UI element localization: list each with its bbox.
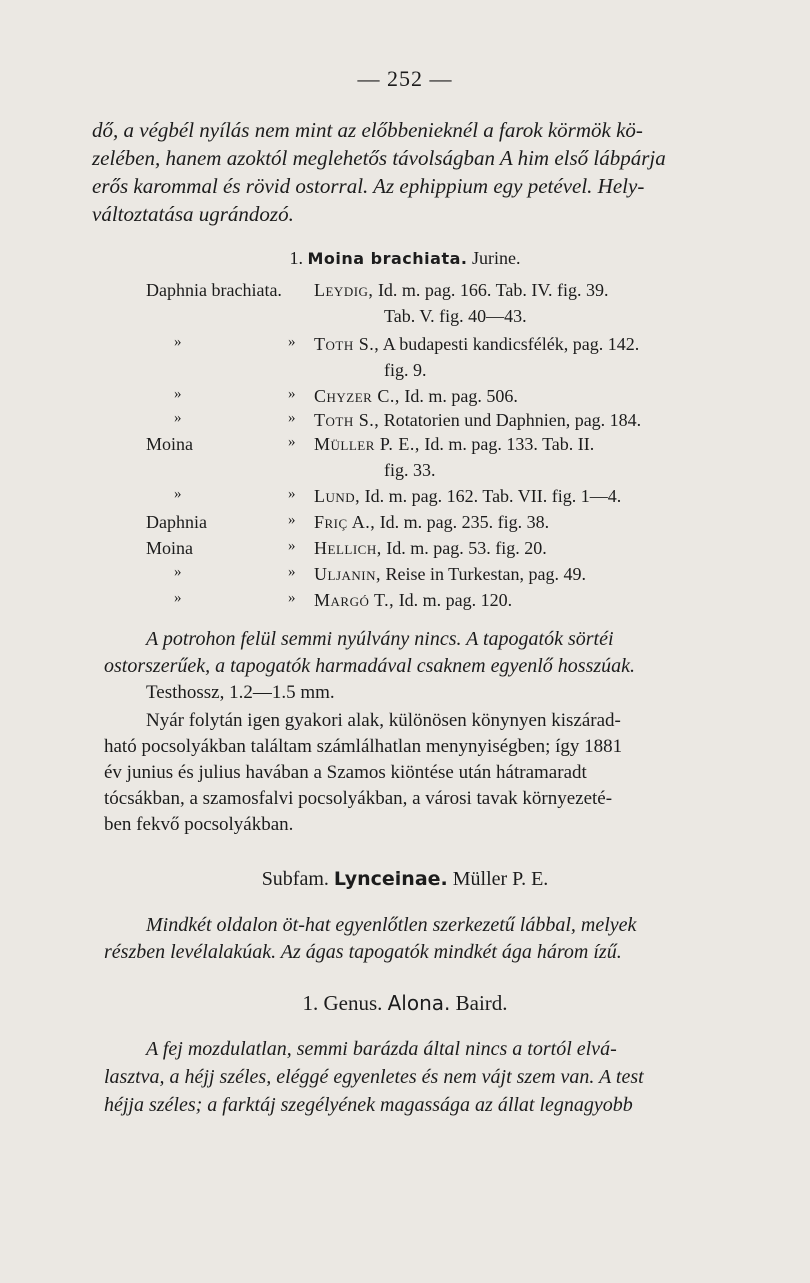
habitat-line: ható pocsolyákban találtam számlálhatlan menynyiségben; így 1881 <box>104 736 623 757</box>
genus-name: Alona. <box>387 991 451 1015</box>
synonym-author: Müller P. E., <box>314 434 420 454</box>
synonym-author: Toth S., <box>314 410 380 430</box>
ditto-mark: » <box>288 410 296 426</box>
intro-line: dő, a végbél nyílás nem mint az előbbenieknél a farok körmök kö- <box>92 118 643 142</box>
synonym-reference <box>314 280 609 301</box>
ditto-mark: » <box>288 386 296 402</box>
synonym-reference <box>314 486 621 507</box>
page-number: — 252 — <box>357 66 453 91</box>
subfamily-prefix: Subfam. <box>261 868 329 890</box>
synonym-ref: Id. m. pag. 120. <box>398 590 513 610</box>
species-name: Moina brachiata. <box>307 249 468 268</box>
ditto-mark: » <box>174 410 182 426</box>
genus-author: Baird. <box>455 991 508 1015</box>
synonym-row <box>0 486 810 510</box>
synonym-reference <box>314 410 641 431</box>
species-heading <box>0 248 810 269</box>
ditto-mark: » <box>174 564 182 580</box>
synonym-row-cont <box>0 360 810 384</box>
synonym-author: Chyzer C., <box>314 386 400 406</box>
habitat-line: év junius és julius havában a Szamos kiöntése után hátramaradt <box>104 762 587 783</box>
ditto-mark: » <box>174 590 182 606</box>
description-paragraph <box>104 626 728 680</box>
subfamily-name: Lynceinae. <box>333 868 448 890</box>
genus-label: Genus. <box>323 991 383 1015</box>
ditto-mark: » <box>288 512 296 528</box>
synonym-reference <box>314 538 547 559</box>
genus-description-line: héjja széles; a farktáj szegélyének magassága az állat legnagyobb <box>104 1094 633 1116</box>
synonym-genus: Moina <box>146 538 193 558</box>
synonym-ref: Id. m. pag. 53. fig. 20. <box>386 538 547 558</box>
synonym-author: Uljanin, <box>314 564 381 584</box>
subfamily-description <box>104 912 728 966</box>
synonym-ref: Id. m. pag. 235. fig. 38. <box>379 512 550 532</box>
intro-line: erős karommal és rövid ostorral. Az ephippium egy petével. Hely- <box>92 174 645 198</box>
subfamily-author: Müller P. E. <box>452 868 549 890</box>
synonym-reference <box>314 564 586 585</box>
ditto-mark: » <box>174 486 182 502</box>
synonym-continuation: fig. 9. <box>384 360 427 380</box>
synonym-ref: Rotatorien und Daphnien, pag. 184. <box>383 410 642 430</box>
synonym-row <box>0 386 810 410</box>
synonym-row <box>0 564 810 588</box>
genus-description-line: lasztva, a héjj széles, eléggé egyenletes és nem vájt szem van. A test <box>104 1066 644 1088</box>
intro-paragraph <box>92 116 732 228</box>
synonym-reference <box>314 434 594 455</box>
synonym-author: Leydig, <box>314 280 374 300</box>
synonym-author: Margó T., <box>314 590 395 610</box>
synonym-ref: Id. m. pag. 506. <box>404 386 518 406</box>
synonym-ref: Id. m. pag. 133. Tab. II. <box>424 434 595 454</box>
synonym-reference <box>314 512 549 533</box>
intro-line: változtatása ugrándozó. <box>92 202 294 226</box>
genus-number: 1. <box>302 991 319 1015</box>
habitat-paragraph <box>104 708 728 838</box>
ditto-mark: » <box>288 538 296 554</box>
ditto-mark: » <box>288 334 296 350</box>
synonym-continuation: fig. 33. <box>384 460 436 480</box>
species-number: 1. <box>289 248 303 268</box>
synonym-ref: A budapesti kandicsfélék, pag. 142. <box>382 334 640 354</box>
synonym-genus: Moina <box>146 434 193 454</box>
ditto-mark: » <box>288 434 296 450</box>
habitat-line: Nyár folytán igen gyakori alak, különösen könynyen kiszárad- <box>146 710 621 731</box>
ditto-mark: » <box>288 486 296 502</box>
subfamily-description-line: Mindkét oldalon öt-hat egyenlőtlen szerkezetű lábbal, melyek <box>146 914 637 936</box>
synonym-row <box>0 512 810 536</box>
synonym-row <box>0 590 810 614</box>
synonym-ref: Id. m. pag. 162. Tab. VII. fig. 1—4. <box>364 486 622 506</box>
synonym-author: Hellich, <box>314 538 382 558</box>
synonym-row <box>0 280 810 304</box>
synonym-row <box>0 434 810 458</box>
ditto-mark: » <box>174 386 182 402</box>
synonym-continuation: Tab. V. fig. 40—43. <box>384 306 527 326</box>
synonym-ref: Id. m. pag. 166. Tab. IV. fig. 39. <box>377 280 609 300</box>
synonym-row <box>0 410 810 434</box>
synonym-author: Lund, <box>314 486 361 506</box>
synonym-author: Toth S., <box>314 334 380 354</box>
synonym-row-cont <box>0 306 810 330</box>
genus-description <box>104 1035 728 1119</box>
ditto-mark: » <box>174 334 182 350</box>
synonym-row <box>0 538 810 562</box>
synonym-ref: Reise in Turkestan, pag. 49. <box>385 564 586 584</box>
description-line: A potrohon felül semmi nyúlvány nincs. A tapogatók sörtéi <box>146 628 614 650</box>
body-length: Testhossz, 1.2—1.5 mm. <box>146 682 335 703</box>
genus-description-line: A fej mozdulatlan, semmi barázda által nincs a tortól elvá- <box>146 1038 617 1060</box>
species-author: Jurine. <box>471 248 521 268</box>
synonym-genus: Daphnia brachiata. <box>146 280 282 300</box>
habitat-line: tócsákban, a szamosfalvi pocsolyákban, a városi tavak környezeté- <box>104 788 613 809</box>
subfamily-heading <box>0 868 810 891</box>
subfamily-description-line: részben levélalakúak. Az ágas tapogatók mindkét ága három ízű. <box>104 941 622 963</box>
synonym-genus: Daphnia <box>146 512 207 532</box>
ditto-mark: » <box>288 564 296 580</box>
synonym-row <box>0 334 810 358</box>
synonym-author: Friç A., <box>314 512 376 532</box>
synonym-reference <box>314 334 639 355</box>
synonym-reference <box>314 590 512 611</box>
intro-line: zelében, hanem azoktól meglehetős távolságban A him első lábpárja <box>92 146 666 170</box>
habitat-line: ben fekvő pocsolyákban. <box>104 814 294 835</box>
ditto-mark: » <box>288 590 296 606</box>
genus-heading <box>0 991 810 1016</box>
synonym-reference <box>314 386 518 407</box>
description-line: ostorszerűek, a tapogatók harmadával csaknem egyenlő hosszúak. <box>104 655 636 677</box>
synonym-row-cont <box>0 460 810 484</box>
